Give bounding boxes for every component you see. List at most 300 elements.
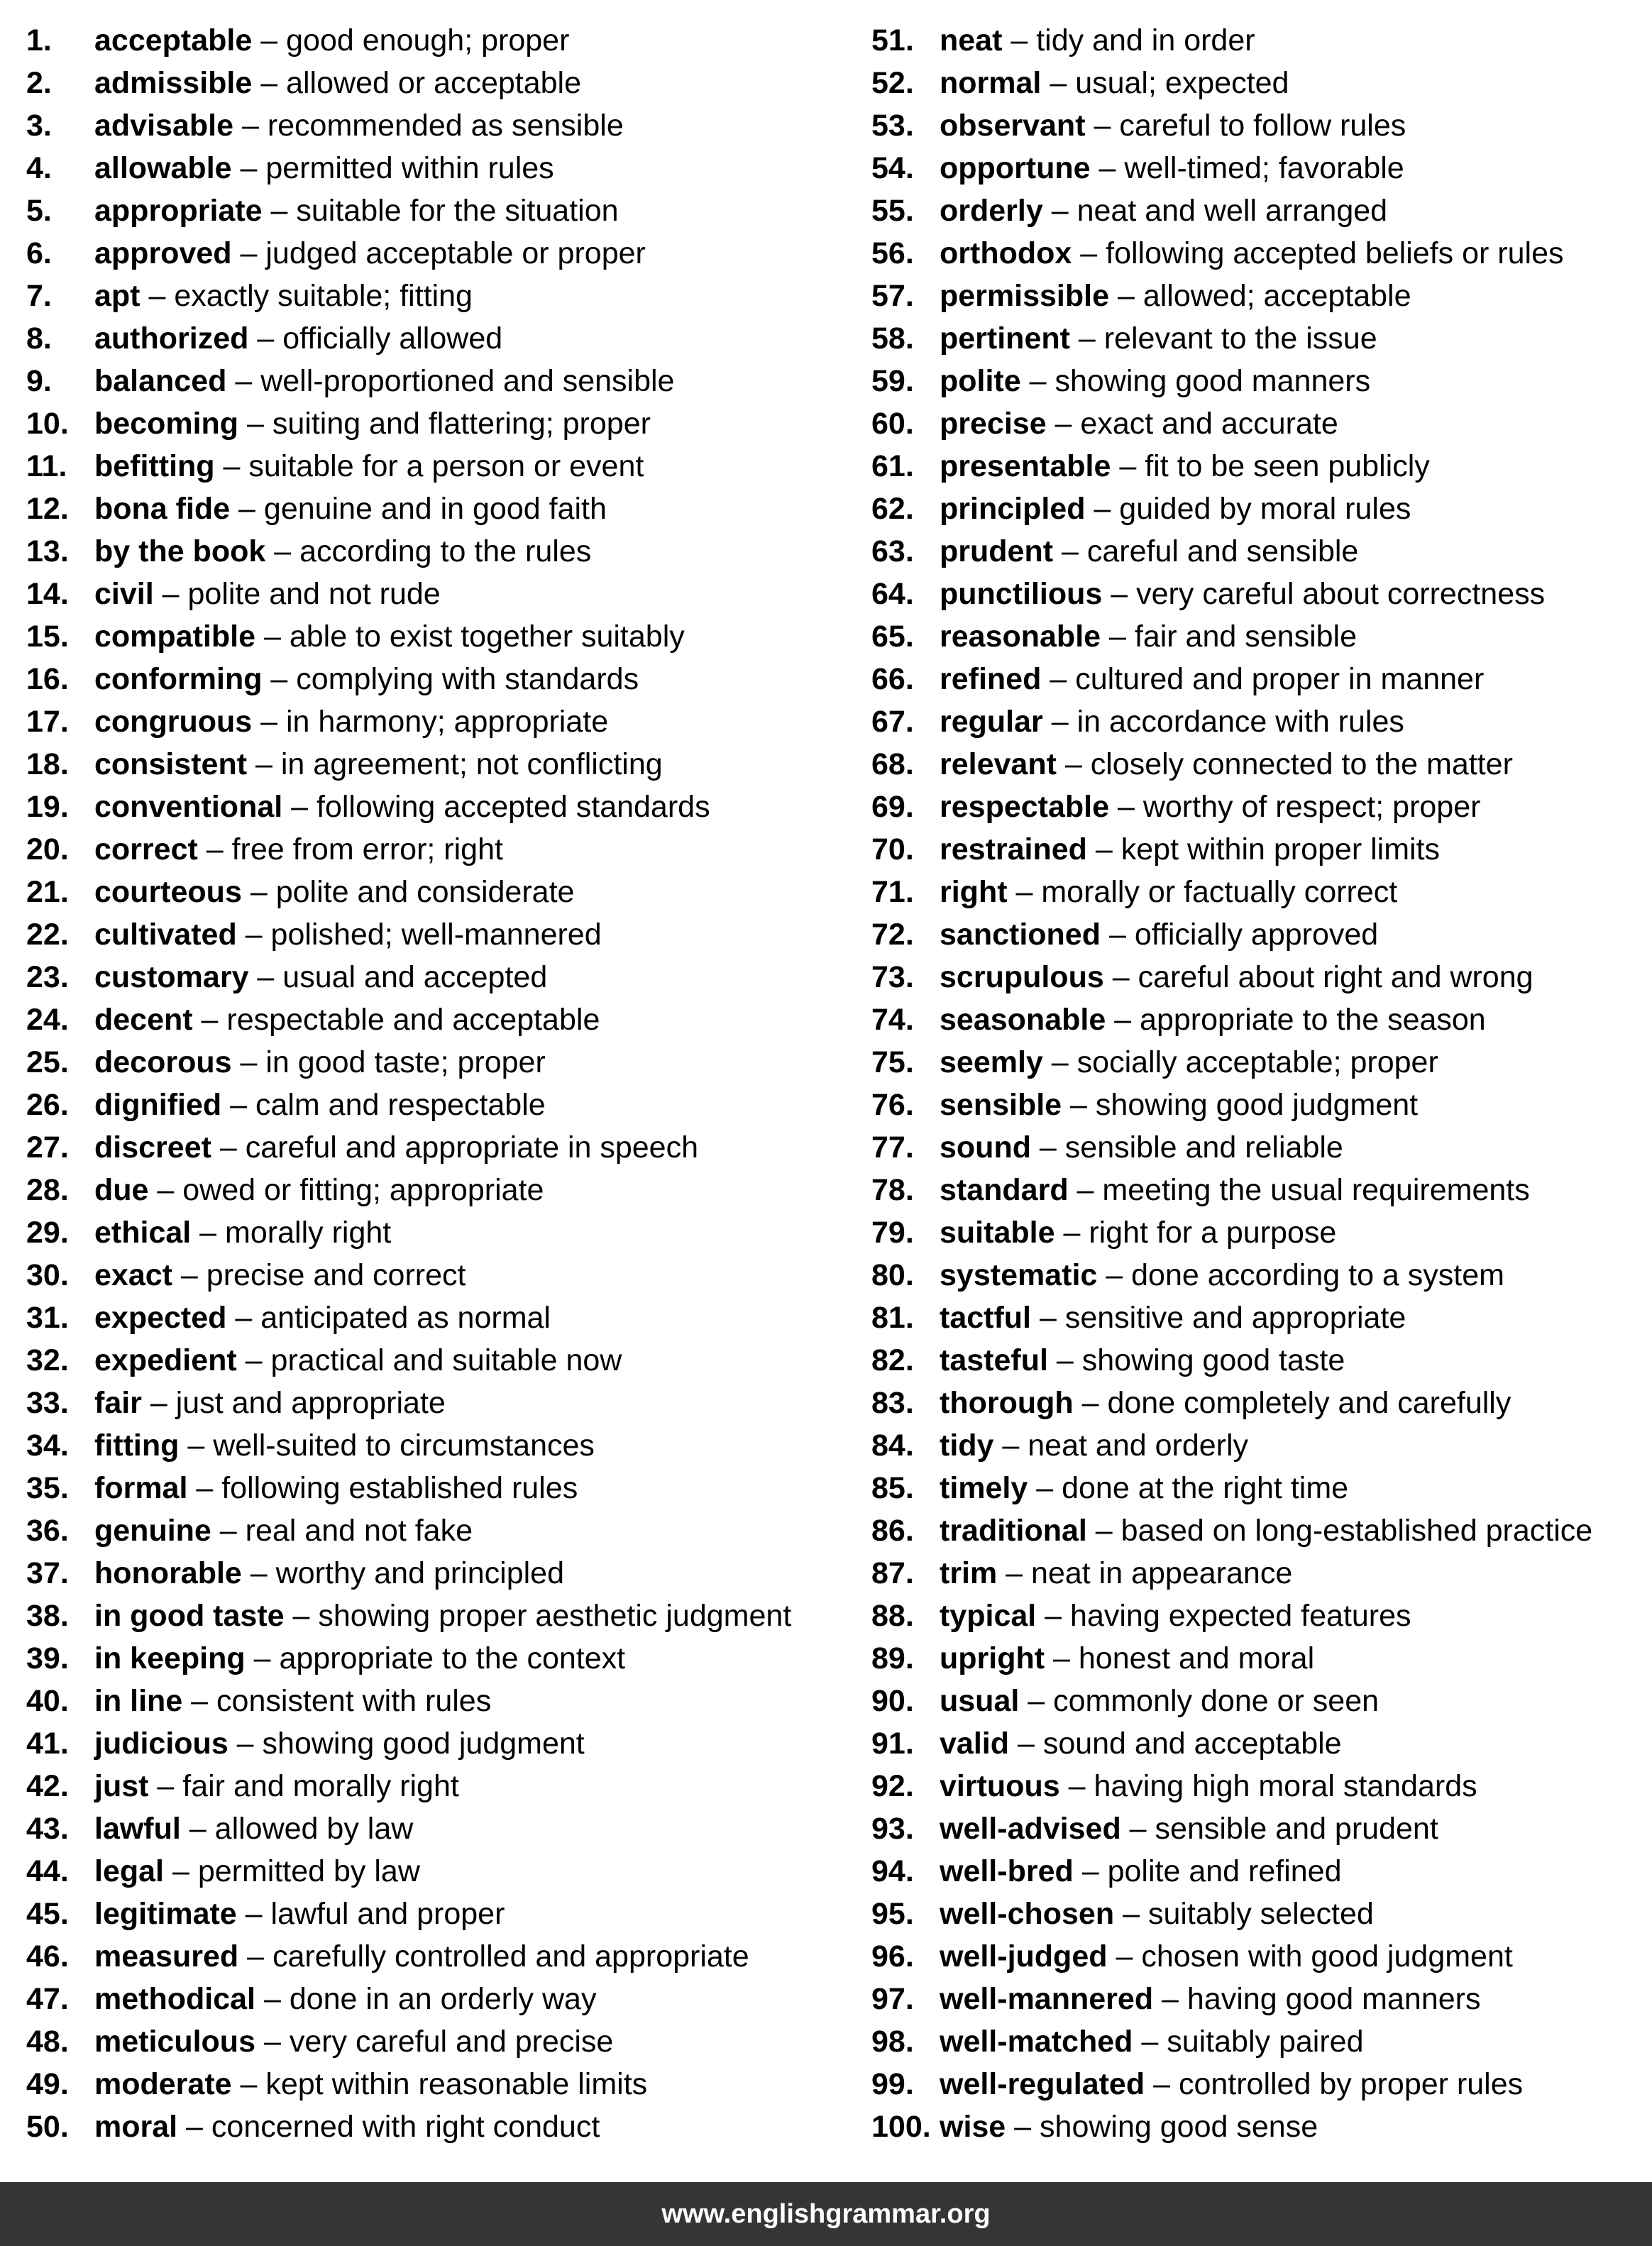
item-separator: – bbox=[1085, 109, 1120, 143]
item-word: in line bbox=[94, 1684, 183, 1718]
item-number: 17. bbox=[26, 705, 69, 739]
item-body bbox=[940, 658, 1484, 700]
item-body bbox=[94, 19, 569, 62]
item-definition: done completely and carefully bbox=[1107, 1386, 1511, 1420]
item-definition: in good taste; proper bbox=[265, 1045, 546, 1079]
item-number: 96. bbox=[871, 1939, 914, 1973]
item-separator: – bbox=[1153, 1982, 1187, 2016]
item-definition: showing good taste bbox=[1081, 1343, 1345, 1377]
item-body bbox=[940, 2105, 1318, 2148]
item-body bbox=[94, 1765, 459, 1807]
list-item bbox=[26, 2105, 842, 2148]
item-definition: free from error; right bbox=[231, 832, 503, 866]
list-item bbox=[26, 2020, 842, 2063]
item-body bbox=[94, 998, 600, 1041]
item-word: typical bbox=[940, 1599, 1037, 1633]
item-separator: – bbox=[238, 407, 272, 441]
item-word: consistent bbox=[94, 747, 248, 781]
item-word: in good taste bbox=[94, 1599, 285, 1633]
item-word: well-judged bbox=[940, 1939, 1108, 1973]
list-item bbox=[26, 1552, 842, 1595]
item-word: presentable bbox=[940, 449, 1111, 483]
list-item bbox=[26, 1509, 842, 1552]
item-number: 98. bbox=[871, 2025, 914, 2059]
item-number: 74. bbox=[871, 1003, 914, 1037]
item-definition: sensitive and appropriate bbox=[1064, 1301, 1406, 1335]
item-word: thorough bbox=[940, 1386, 1074, 1420]
item-body bbox=[94, 1552, 564, 1595]
item-word: genuine bbox=[94, 1514, 211, 1548]
item-number: 75. bbox=[871, 1045, 914, 1079]
list-item bbox=[871, 573, 1652, 615]
item-separator: – bbox=[993, 1428, 1028, 1463]
item-separator: – bbox=[1106, 1003, 1140, 1037]
item-separator: – bbox=[1114, 1897, 1148, 1931]
item-definition: based on long-established practice bbox=[1120, 1514, 1593, 1548]
list-item bbox=[871, 1211, 1652, 1254]
item-body bbox=[940, 1126, 1343, 1169]
list-item bbox=[26, 1893, 842, 1935]
list-item bbox=[871, 1722, 1652, 1765]
item-word: balanced bbox=[94, 364, 227, 398]
item-word: opportune bbox=[940, 151, 1091, 185]
item-separator: – bbox=[1036, 1599, 1071, 1633]
item-word: right bbox=[940, 875, 1008, 909]
item-word: restrained bbox=[940, 832, 1087, 866]
item-number: 38. bbox=[26, 1599, 69, 1633]
item-word: standard bbox=[940, 1173, 1069, 1207]
item-body bbox=[940, 1722, 1342, 1765]
list-item bbox=[871, 1935, 1652, 1978]
list-item bbox=[26, 1254, 842, 1297]
item-number: 20. bbox=[26, 832, 69, 866]
item-separator: – bbox=[255, 1982, 290, 2016]
item-number: 63. bbox=[871, 534, 914, 568]
list-item bbox=[26, 998, 842, 1041]
list-item bbox=[871, 1169, 1652, 1211]
item-word: exact bbox=[94, 1258, 172, 1292]
item-body bbox=[940, 2063, 1523, 2105]
item-definition: consistent with rules bbox=[216, 1684, 492, 1718]
item-separator: – bbox=[231, 2067, 266, 2101]
item-word: decent bbox=[94, 1003, 193, 1037]
item-body bbox=[940, 1382, 1511, 1424]
list-item bbox=[871, 1850, 1652, 1893]
item-body bbox=[940, 786, 1480, 828]
list-item bbox=[871, 828, 1652, 871]
item-body bbox=[94, 786, 710, 828]
item-number: 16. bbox=[26, 662, 69, 696]
item-separator: – bbox=[1073, 1854, 1108, 1888]
item-separator: – bbox=[1042, 194, 1077, 228]
item-number: 4. bbox=[26, 151, 52, 185]
list-item bbox=[26, 1637, 842, 1680]
item-separator: – bbox=[148, 1769, 183, 1803]
item-body bbox=[94, 275, 473, 317]
list-item bbox=[871, 1467, 1652, 1509]
item-definition: showing good sense bbox=[1040, 2110, 1318, 2144]
item-definition: able to exist together suitably bbox=[289, 620, 685, 654]
item-separator: – bbox=[153, 577, 188, 611]
list-item bbox=[26, 19, 842, 62]
item-body bbox=[940, 2020, 1364, 2063]
item-word: conventional bbox=[94, 790, 283, 824]
list-item bbox=[871, 2105, 1652, 2148]
item-definition: just and appropriate bbox=[175, 1386, 446, 1420]
item-number: 55. bbox=[871, 194, 914, 228]
item-word: usual bbox=[940, 1684, 1020, 1718]
list-item bbox=[871, 1680, 1652, 1722]
item-number: 33. bbox=[26, 1386, 69, 1420]
item-separator: – bbox=[1045, 1641, 1079, 1675]
item-separator: – bbox=[236, 1897, 271, 1931]
list-item bbox=[871, 1595, 1652, 1637]
item-definition: exactly suitable; fitting bbox=[174, 279, 473, 313]
item-definition: done in an orderly way bbox=[289, 1982, 597, 2016]
item-body bbox=[940, 1211, 1336, 1254]
item-definition: well-suited to circumstances bbox=[213, 1428, 595, 1463]
item-definition: morally or factually correct bbox=[1041, 875, 1398, 909]
item-body bbox=[94, 1382, 446, 1424]
item-body bbox=[940, 743, 1513, 786]
item-number: 40. bbox=[26, 1684, 69, 1718]
item-number: 35. bbox=[26, 1471, 69, 1505]
item-separator: – bbox=[1103, 960, 1138, 994]
item-number: 51. bbox=[871, 23, 914, 57]
item-definition: permitted by law bbox=[197, 1854, 420, 1888]
item-number: 31. bbox=[26, 1301, 69, 1335]
item-body bbox=[94, 1807, 413, 1850]
list-item bbox=[26, 1722, 842, 1765]
item-number: 91. bbox=[871, 1727, 914, 1761]
item-number: 37. bbox=[26, 1556, 69, 1590]
item-body bbox=[940, 317, 1377, 360]
item-word: virtuous bbox=[940, 1769, 1060, 1803]
item-number: 95. bbox=[871, 1897, 914, 1931]
item-separator: – bbox=[233, 109, 268, 143]
item-number: 92. bbox=[871, 1769, 914, 1803]
item-number: 14. bbox=[26, 577, 69, 611]
list-item bbox=[871, 360, 1652, 402]
item-word: conforming bbox=[94, 662, 263, 696]
item-definition: in harmony; appropriate bbox=[285, 705, 609, 739]
item-word: due bbox=[94, 1173, 149, 1207]
list-item bbox=[26, 1850, 842, 1893]
item-separator: – bbox=[231, 236, 266, 270]
item-body bbox=[94, 871, 574, 913]
item-definition: allowed or acceptable bbox=[286, 66, 582, 100]
item-number: 53. bbox=[871, 109, 914, 143]
list-item bbox=[871, 1424, 1652, 1467]
item-body bbox=[940, 828, 1440, 871]
list-item bbox=[871, 62, 1652, 104]
item-word: well-bred bbox=[940, 1854, 1074, 1888]
item-body bbox=[94, 232, 646, 275]
list-item bbox=[26, 1467, 842, 1509]
item-separator: – bbox=[1046, 407, 1081, 441]
item-separator: – bbox=[1101, 918, 1135, 952]
item-word: meticulous bbox=[94, 2025, 255, 2059]
item-separator: – bbox=[148, 1173, 183, 1207]
item-definition: complying with standards bbox=[296, 662, 639, 696]
item-word: normal bbox=[940, 66, 1042, 100]
item-definition: usual; expected bbox=[1075, 66, 1289, 100]
list-item bbox=[26, 743, 842, 786]
list-item bbox=[871, 445, 1652, 488]
item-body bbox=[94, 1254, 466, 1297]
item-word: legitimate bbox=[94, 1897, 237, 1931]
item-separator: – bbox=[1145, 2067, 1179, 2101]
item-number: 52. bbox=[871, 66, 914, 100]
item-separator: – bbox=[228, 1727, 263, 1761]
item-word: moderate bbox=[94, 2067, 232, 2101]
item-separator: – bbox=[1072, 236, 1106, 270]
item-body bbox=[940, 1467, 1348, 1509]
item-word: upright bbox=[940, 1641, 1045, 1675]
item-word: in keeping bbox=[94, 1641, 246, 1675]
item-separator: – bbox=[282, 790, 317, 824]
item-definition: fit to be seen publicly bbox=[1145, 449, 1430, 483]
item-body bbox=[94, 1041, 546, 1084]
item-number: 68. bbox=[871, 747, 914, 781]
word-list-left-column bbox=[26, 19, 842, 2148]
item-definition: very careful and precise bbox=[289, 2025, 614, 2059]
item-separator: – bbox=[1054, 1216, 1089, 1250]
item-number: 46. bbox=[26, 1939, 69, 1973]
item-definition: sensible and prudent bbox=[1155, 1812, 1438, 1846]
item-definition: relevant to the issue bbox=[1103, 321, 1377, 356]
item-word: measured bbox=[94, 1939, 239, 1973]
item-number: 49. bbox=[26, 2067, 69, 2101]
item-word: by the book bbox=[94, 534, 266, 568]
item-word: trim bbox=[940, 1556, 998, 1590]
item-definition: according to the rules bbox=[299, 534, 592, 568]
item-number: 36. bbox=[26, 1514, 69, 1548]
item-separator: – bbox=[1006, 2110, 1040, 2144]
item-definition: in accordance with rules bbox=[1076, 705, 1404, 739]
item-separator: – bbox=[1097, 1258, 1132, 1292]
item-number: 27. bbox=[26, 1130, 69, 1165]
item-definition: usual and accepted bbox=[282, 960, 548, 994]
item-definition: in agreement; not conflicting bbox=[280, 747, 663, 781]
item-number: 73. bbox=[871, 960, 914, 994]
list-item bbox=[871, 998, 1652, 1041]
item-definition: suitable for a person or event bbox=[248, 449, 644, 483]
item-body bbox=[940, 871, 1397, 913]
item-definition: having expected features bbox=[1070, 1599, 1411, 1633]
item-definition: appropriate to the context bbox=[279, 1641, 626, 1675]
item-word: well-matched bbox=[940, 2025, 1133, 2059]
item-number: 84. bbox=[871, 1428, 914, 1463]
item-number: 62. bbox=[871, 492, 914, 526]
item-definition: neat in appearance bbox=[1031, 1556, 1293, 1590]
item-word: acceptable bbox=[94, 23, 253, 57]
item-word: cultivated bbox=[94, 918, 237, 952]
item-separator: – bbox=[1086, 1514, 1121, 1548]
item-number: 77. bbox=[871, 1130, 914, 1165]
list-item bbox=[871, 317, 1652, 360]
list-item bbox=[26, 1041, 842, 1084]
list-item bbox=[871, 147, 1652, 189]
item-definition: judged acceptable or proper bbox=[265, 236, 646, 270]
list-item bbox=[26, 147, 842, 189]
item-body bbox=[94, 317, 502, 360]
item-word: permissible bbox=[940, 279, 1109, 313]
item-body bbox=[940, 1637, 1314, 1680]
item-number: 18. bbox=[26, 747, 69, 781]
item-separator: – bbox=[211, 1514, 246, 1548]
item-body bbox=[940, 19, 1255, 62]
item-number: 7. bbox=[26, 279, 52, 313]
item-number: 10. bbox=[26, 407, 69, 441]
item-word: sensible bbox=[940, 1088, 1062, 1122]
item-separator: – bbox=[248, 960, 283, 994]
item-body bbox=[940, 1850, 1342, 1893]
item-definition: careful and sensible bbox=[1086, 534, 1359, 568]
item-word: seasonable bbox=[940, 1003, 1106, 1037]
list-item bbox=[871, 871, 1652, 913]
list-item bbox=[871, 275, 1652, 317]
item-word: advisable bbox=[94, 109, 233, 143]
item-body bbox=[94, 488, 607, 530]
list-item bbox=[26, 317, 842, 360]
item-word: respectable bbox=[940, 790, 1110, 824]
list-item bbox=[26, 573, 842, 615]
item-definition: sound and acceptable bbox=[1042, 1727, 1342, 1761]
list-item bbox=[871, 1807, 1652, 1850]
item-body bbox=[94, 1126, 698, 1169]
item-number: 29. bbox=[26, 1216, 69, 1250]
item-definition: showing good judgment bbox=[262, 1727, 585, 1761]
item-definition: showing good manners bbox=[1054, 364, 1371, 398]
item-body bbox=[94, 445, 644, 488]
list-item bbox=[26, 1978, 842, 2020]
list-item bbox=[871, 1978, 1652, 2020]
list-item bbox=[871, 743, 1652, 786]
item-word: courteous bbox=[94, 875, 242, 909]
item-body bbox=[94, 1637, 625, 1680]
item-word: authorized bbox=[94, 321, 249, 356]
item-word: precise bbox=[940, 407, 1047, 441]
item-separator: – bbox=[255, 620, 290, 654]
item-separator: – bbox=[1056, 747, 1091, 781]
item-number: 69. bbox=[871, 790, 914, 824]
item-word: well-regulated bbox=[940, 2067, 1145, 2101]
item-definition: polished; well-mannered bbox=[270, 918, 602, 952]
item-definition: suitably paired bbox=[1167, 2025, 1364, 2059]
item-number: 19. bbox=[26, 790, 69, 824]
item-definition: suitable for the situation bbox=[296, 194, 619, 228]
item-word: principled bbox=[940, 492, 1086, 526]
item-separator: – bbox=[226, 364, 261, 398]
list-item bbox=[26, 1339, 842, 1382]
item-definition: anticipated as normal bbox=[260, 1301, 551, 1335]
item-body bbox=[94, 956, 547, 998]
item-separator: – bbox=[252, 23, 287, 57]
item-word: sound bbox=[940, 1130, 1031, 1165]
list-item bbox=[871, 1297, 1652, 1339]
list-item bbox=[26, 62, 842, 104]
item-number: 24. bbox=[26, 1003, 69, 1037]
footer-website-link[interactable]: www.englishgrammar.org bbox=[661, 2198, 991, 2229]
list-item bbox=[871, 1382, 1652, 1424]
item-word: customary bbox=[94, 960, 249, 994]
item-word: seemly bbox=[940, 1045, 1043, 1079]
item-definition: careful and appropriate in speech bbox=[245, 1130, 699, 1165]
item-definition: polite and not rude bbox=[187, 577, 441, 611]
item-word: observant bbox=[940, 109, 1086, 143]
list-item bbox=[26, 530, 842, 573]
item-body bbox=[940, 1424, 1248, 1467]
list-item bbox=[871, 232, 1652, 275]
item-body bbox=[94, 530, 591, 573]
item-body bbox=[940, 700, 1404, 743]
list-item bbox=[26, 1169, 842, 1211]
item-separator: – bbox=[245, 1641, 280, 1675]
item-number: 12. bbox=[26, 492, 69, 526]
item-body bbox=[94, 1169, 544, 1211]
item-word: scrupulous bbox=[940, 960, 1104, 994]
item-word: tactful bbox=[940, 1301, 1031, 1335]
item-number: 54. bbox=[871, 151, 914, 185]
item-word: well-mannered bbox=[940, 1982, 1154, 2016]
list-item bbox=[871, 488, 1652, 530]
item-body bbox=[94, 615, 685, 658]
item-number: 83. bbox=[871, 1386, 914, 1420]
item-number: 87. bbox=[871, 1556, 914, 1590]
list-item bbox=[26, 104, 842, 147]
item-number: 11. bbox=[26, 449, 67, 483]
item-number: 45. bbox=[26, 1897, 69, 1931]
item-number: 8. bbox=[26, 321, 52, 356]
item-separator: – bbox=[241, 875, 276, 909]
item-word: dignified bbox=[94, 1088, 222, 1122]
item-number: 64. bbox=[871, 577, 914, 611]
list-item bbox=[26, 1680, 842, 1722]
item-separator: – bbox=[1111, 449, 1145, 483]
item-number: 25. bbox=[26, 1045, 69, 1079]
list-item bbox=[871, 1552, 1652, 1595]
footer-banner bbox=[0, 2182, 1652, 2246]
item-word: polite bbox=[940, 364, 1021, 398]
item-definition: carefully controlled and appropriate bbox=[272, 1939, 749, 1973]
list-item bbox=[26, 2063, 842, 2105]
item-separator: – bbox=[1053, 534, 1087, 568]
list-item bbox=[871, 615, 1652, 658]
item-definition: done according to a system bbox=[1131, 1258, 1504, 1292]
item-definition: very careful about correctness bbox=[1136, 577, 1546, 611]
item-separator: – bbox=[177, 2110, 211, 2144]
item-word: compatible bbox=[94, 620, 255, 654]
item-number: 39. bbox=[26, 1641, 69, 1675]
item-number: 94. bbox=[871, 1854, 914, 1888]
item-definition: following established rules bbox=[221, 1471, 578, 1505]
item-body bbox=[940, 573, 1545, 615]
item-separator: – bbox=[241, 1556, 276, 1590]
item-separator: – bbox=[1090, 151, 1125, 185]
item-definition: calm and respectable bbox=[255, 1088, 546, 1122]
item-definition: meeting the usual requirements bbox=[1102, 1173, 1530, 1207]
item-body bbox=[940, 275, 1411, 317]
list-item bbox=[26, 1084, 842, 1126]
word-list-right-column bbox=[871, 19, 1652, 2148]
item-definition: controlled by proper rules bbox=[1178, 2067, 1524, 2101]
item-definition: right for a purpose bbox=[1089, 1216, 1337, 1250]
item-separator: – bbox=[1030, 1130, 1065, 1165]
item-word: befitting bbox=[94, 449, 215, 483]
item-body bbox=[940, 530, 1358, 573]
item-number: 9. bbox=[26, 364, 52, 398]
